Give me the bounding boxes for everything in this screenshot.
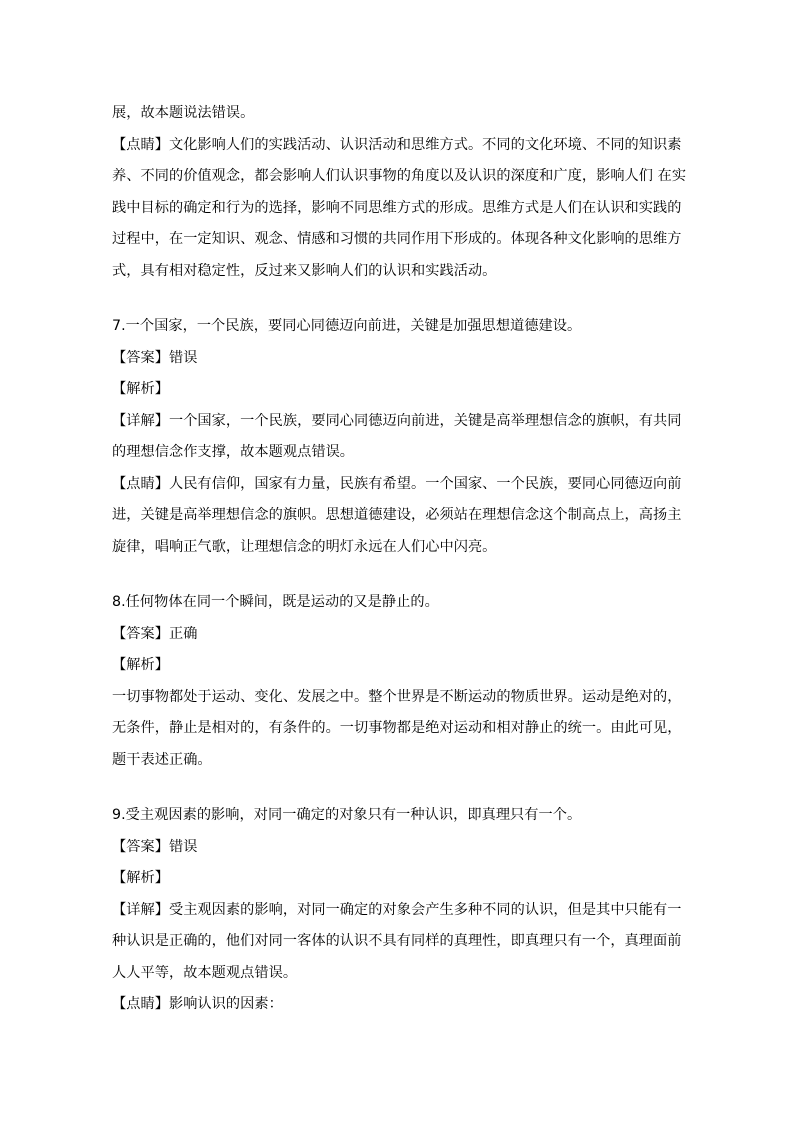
text-line: 种认识是正确的，他们对同一客体的认识不具有同样的真理性，即真理只有一个，真理面前 (112, 933, 682, 949)
text-line: 【详解】一个国家，一个民族，要同心同德迈向前进，关键是高举理想信念的旗帜，有共同 (112, 412, 682, 429)
text-line: 一切事物都处于运动、变化、发展之中。整个世界是不断运动的物质世界。运动是绝对的， (112, 688, 682, 705)
text-line: 题干表述正确。 (112, 751, 212, 768)
text-line: 人人平等，故本题观点错误。 (112, 964, 298, 981)
text-line: 过程中，在一定知识、观念、情感和习惯的共同作用下形成的。体现各种文化影响的思维方 (112, 231, 682, 247)
text-line: 式，具有相对稳定性，反过来又影响人们的认识和实践活动。 (112, 262, 497, 279)
text-line: 进，关键是高举理想信念的旗帜。思想道德建设，必须站在理想信念这个制高点上，高扬主 (112, 507, 682, 523)
text-line: 7.一个国家，一个民族，要同心同德迈向前进，关键是加强思想道德建设。 (112, 318, 582, 334)
text-line: 践中目标的确定和行为的选择，影响不同思维方式的形成。思维方式是人们在认识和实践的 (112, 199, 682, 216)
text-paragraph (112, 832, 684, 1021)
text-line: 旋律，唱响正气歌，让理想信念的明灯永远在人们心中闪亮。 (112, 538, 497, 555)
section-gap (112, 563, 684, 587)
question-stem (112, 311, 684, 343)
text-paragraph (112, 619, 684, 777)
text-line: 展，故本题说法错误。 (112, 105, 255, 121)
text-line: 8.任何物体在同一个瞬间，既是运动的又是静止的。 (112, 594, 439, 610)
text-line: 【点睛】人民有信仰，国家有力量，民族有希望。一个国家、一个民族，要同心同德迈向前 (112, 475, 682, 492)
text-line: 【解析】 (112, 870, 169, 886)
text-line: 【答案】正确 (112, 625, 198, 642)
section-gap (112, 287, 684, 311)
text-paragraph (112, 343, 684, 564)
text-line: 【详解】受主观因素的影响，对同一确定的对象会产生多种不同的认识，但是其中只能有一 (112, 901, 682, 918)
text-line: 的理想信念作支撑，故本题观点错误。 (112, 444, 355, 460)
section-gap (112, 776, 684, 800)
question-stem (112, 587, 684, 619)
text-line: 【点睛】文化影响人们的实践活动、认识活动和思维方式。不同的文化环境、不同的知识素 (112, 136, 682, 153)
text-line: 【点睛】影响认识的因素： (112, 996, 283, 1012)
text-paragraph (112, 98, 684, 130)
text-line: 无条件，静止是相对的，有条件的。一切事物都是绝对运动和相对静止的统一。由此可见， (112, 720, 682, 736)
text-line: 【答案】错误 (112, 838, 198, 855)
text-line: 9.受主观因素的影响，对同一确定的对象只有一种认识，即真理只有一个。 (112, 807, 582, 823)
text-line: 养、不同的价值观念，都会影响人们认识事物的角度以及认识的深度和广度，影响人们 在实 (112, 168, 687, 184)
text-line: 【解析】 (112, 381, 169, 397)
document-page (112, 98, 687, 1021)
text-line: 【解析】 (112, 657, 169, 673)
text-paragraph (112, 130, 687, 288)
question-stem (112, 800, 684, 832)
text-line: 【答案】错误 (112, 349, 198, 366)
